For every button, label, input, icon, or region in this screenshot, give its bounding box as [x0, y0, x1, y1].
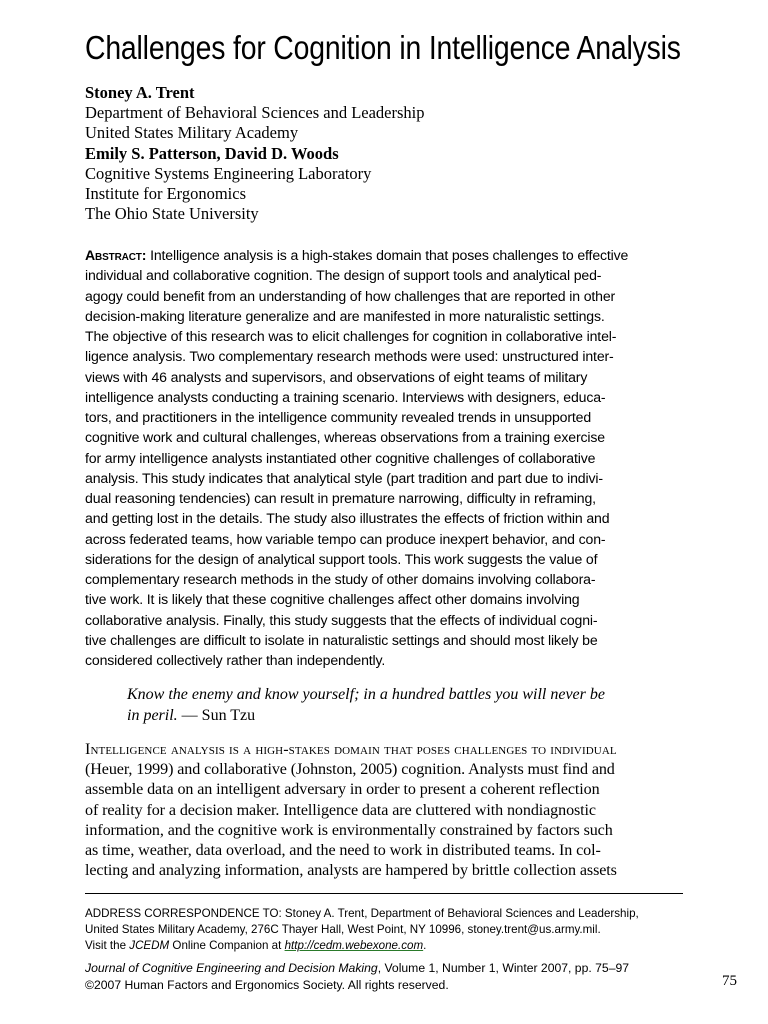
epigraph — [127, 684, 687, 726]
journal-citation — [85, 960, 685, 993]
abstract-line: decision-making literature generalize and are manifested in more naturalistic settings. — [85, 307, 605, 324]
abstract-line: across federated teams, how variable tempo can produce inexpert behavior, and con- — [85, 530, 606, 547]
citation-line — [85, 960, 685, 977]
abstract-line: tive work. It is likely that these cognitive challenges affect other domains involving — [85, 591, 580, 608]
author-affiliation: Cognitive Systems Engineering Laboratory — [85, 163, 372, 183]
abstract-line: siderations for the design of analytical support tools. This work suggests the value of — [85, 550, 598, 567]
abstract-line: intelligence analysts conducting a training scenario. Interviews with designers, educa- — [85, 388, 606, 405]
abstract-line: agogy could benefit from an understanding of how challenges that are reported in other — [85, 287, 616, 304]
abstract-label: Abstract: — [85, 247, 147, 263]
correspondence-footnote — [85, 906, 685, 954]
abstract-line: tors, and practitioners in the intelligence community revealed trends in unsupported — [85, 409, 592, 425]
footnote-text: . — [423, 939, 427, 952]
abstract-line: analysis. This study indicates that analytical style (part tradition and part due to indivi- — [85, 469, 603, 486]
abstract-line: The objective of this research was to elicit challenges for cognition in collaborative intel- — [85, 328, 617, 344]
footnote-divider — [85, 893, 683, 894]
epigraph-quote: Know the enemy and know yourself; in a hundred battles you will never be — [127, 686, 605, 703]
footnote-line: United States Military Academy, 276C Thayer Hall, West Point, NY 10996, stoney.trent@us.army.mil. — [85, 923, 601, 936]
abstract-line: cognitive work and cultural challenges, whereas observations from a training exercise — [85, 429, 605, 446]
abstract-line: considered collectively rather than independently. — [85, 652, 386, 668]
abstract-line: collaborative analysis. Finally, this study suggests that the effects of individual cogni- — [85, 611, 598, 628]
body-line: as time, weather, data overload, and the need to work in distributed teams. In col- — [85, 842, 601, 860]
journal-name: Journal of Cognitive Engineering and Decision Making — [85, 961, 378, 975]
footnote-line — [85, 938, 685, 954]
body-line: of reality for a decision maker. Intelligence data are cluttered with nondiagnostic — [85, 801, 596, 819]
journal-abbreviation: JCEDM — [129, 939, 170, 952]
page-number: 75 — [722, 973, 737, 989]
author-name: Stoney A. Trent — [85, 83, 195, 102]
body-lead-in: Intelligence analysis is a high-stakes domain that poses challenges to individual — [85, 741, 617, 758]
abstract-text: Intelligence analysis is a high-stakes domain that poses challenges to effective — [146, 247, 629, 263]
body-text — [85, 740, 685, 881]
abstract-line: dual reasoning tendencies) can result in premature narrowing, difficulty in reframing, — [85, 490, 596, 506]
abstract-line — [85, 245, 683, 265]
abstract — [85, 245, 683, 670]
body-line: assemble data on an intelligent adversary in order to present a coherent reflection — [85, 781, 600, 799]
author-affiliation: Department of Behavioral Sciences and Leadership — [85, 103, 425, 123]
epigraph-line — [127, 705, 687, 726]
abstract-line: for army intelligence analysts instantiated other cognitive challenges of collaborative — [85, 449, 596, 466]
abstract-line: ligence analysis. Two complementary research methods were used: unstructured inter- — [85, 348, 614, 365]
body-line: information, and the cognitive work is environmentally constrained by factors such — [85, 821, 613, 839]
body-line: (Heuer, 1999) and collaborative (Johnston, 2005) cognition. Analysts must find and — [85, 761, 615, 779]
body-line: lecting and analyzing information, analysts are hampered by brittle collection assets — [85, 862, 617, 880]
companion-link[interactable]: http://cedm.webexone.com — [284, 939, 424, 952]
author-affiliation: Institute for Ergonomics — [85, 184, 247, 204]
author-affiliation: The Ohio State University — [85, 204, 259, 224]
author-block — [85, 83, 685, 224]
citation-details: , Volume 1, Number 1, Winter 2007, pp. 75–97 — [377, 961, 630, 975]
footnote-text: Visit the — [85, 939, 130, 952]
epigraph-attribution: — Sun Tzu — [177, 707, 256, 724]
abstract-line: and getting lost in the details. The study also illustrates the effects of friction within and — [85, 510, 610, 527]
abstract-line: complementary research methods in the study of other domains involving collabora- — [85, 571, 596, 587]
abstract-line: tive challenges are difficult to isolate in naturalistic settings and should most likely be — [85, 631, 598, 648]
epigraph-quote: in peril. — [127, 707, 178, 724]
author-affiliation: United States Military Academy — [85, 123, 299, 143]
abstract-line: individual and collaborative cognition. The design of support tools and analytical ped- — [85, 267, 602, 284]
author-name: Emily S. Patterson, David D. Woods — [85, 143, 339, 163]
footnote-text: Online Companion at — [169, 939, 285, 952]
copyright-line: ©2007 Human Factors and Ergonomics Society. All rights reserved. — [85, 977, 449, 992]
abstract-line: views with 46 analysts and supervisors, and observations of eight teams of military — [85, 368, 588, 385]
article-title: Challenges for Cognition in Intelligence Analysis — [85, 29, 681, 66]
footnote-line: ADDRESS CORRESPONDENCE TO: Stoney A. Trent, Department of Behavioral Sciences and Leadership, — [85, 907, 639, 920]
